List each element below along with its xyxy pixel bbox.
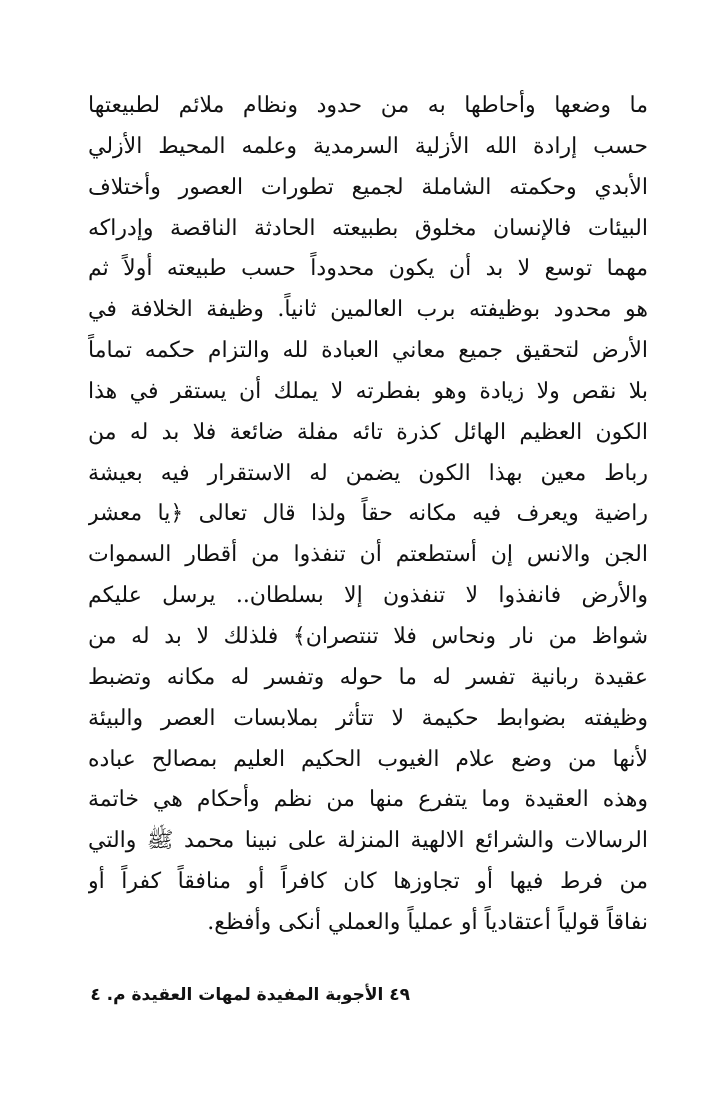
text-line: لأنها من وضع علام الغيوب الحكيم العليم بمصالح عباده	[88, 746, 648, 772]
text-line: البيئات فالإنسان مخلوق بطبيعته الحادثة الناقصة وإدراكه	[88, 215, 648, 241]
text-line: راضية ويعرف فيه مكانه حقاً ولذا قال تعالى ﴿يا معشر	[88, 501, 648, 527]
text-line: وظيفته بضوابط حكيمة لا تتأثر بملابسات العصر والبيئة	[88, 705, 648, 731]
body-text	[88, 86, 648, 944]
text-line: الكون العظيم الهائل كذرة تائه مفلة ضائعة فلا بد له من	[88, 419, 648, 445]
text-line: الأبدي وحكمته الشاملة لجميع تطورات العصور وأختلاف	[88, 174, 648, 200]
text-line: والأرض فانفذوا لا تنفذون إلا بسلطان.. يرسل عليكم	[88, 583, 648, 609]
text-line: وهذه العقيدة وما يتفرع منها من نظم وأحكام هي خاتمة	[88, 787, 648, 813]
text-line: ما وضعها وأحاطها به من حدود ونظام ملائم لطبيعتها	[88, 93, 648, 118]
text-line: الأرض لتحقيق جميع معاني العبادة لله والتزام حكمه تماماً	[88, 338, 648, 364]
text-line: من فرط فيها أو تجاوزها كان كافراً أو منافقاً كفراً أو	[88, 869, 648, 895]
text-line-last: نفاقاً قولياً أعتقادياً أو عملياً والعملي أنكى وأفظع.	[207, 909, 648, 935]
text-line: عقيدة ربانية تفسر له ما حوله وتفسر له مكانه وتضبط	[88, 664, 648, 690]
page-footer: ٤٩ الأجوبة المفيدة لمهات العقيدة م. ٤	[90, 985, 410, 1005]
text-line: حسب إرادة الله الأزلية السرمدية وعلمه المحيط الأزلي	[88, 133, 648, 159]
text-line: شواظ من نار ونحاس فلا تنتصران﴾ فلذلك لا بد له من	[88, 623, 648, 649]
text-line: الجن والانس إن أستطعتم أن تنفذوا من أقطار السموات	[88, 542, 648, 568]
text-line: بلا نقص ولا زيادة وهو بفطرته لا يملك أن يستقر في هذا	[88, 378, 648, 404]
text-line: هو محدود بوظيفته برب العالمين ثانياً. وظيفة الخلافة في	[88, 297, 648, 323]
text-line: مهما توسع لا بد أن يكون محدوداً حسب طبيعته أولاً ثم	[88, 256, 648, 282]
text-line: رباط معين بهذا الكون يضمن له الاستقرار فيه بعيشة	[88, 460, 648, 486]
text-line: الرسالات والشرائع الالهية المنزلة على نبينا محمد ﷺ والتي	[88, 828, 648, 854]
